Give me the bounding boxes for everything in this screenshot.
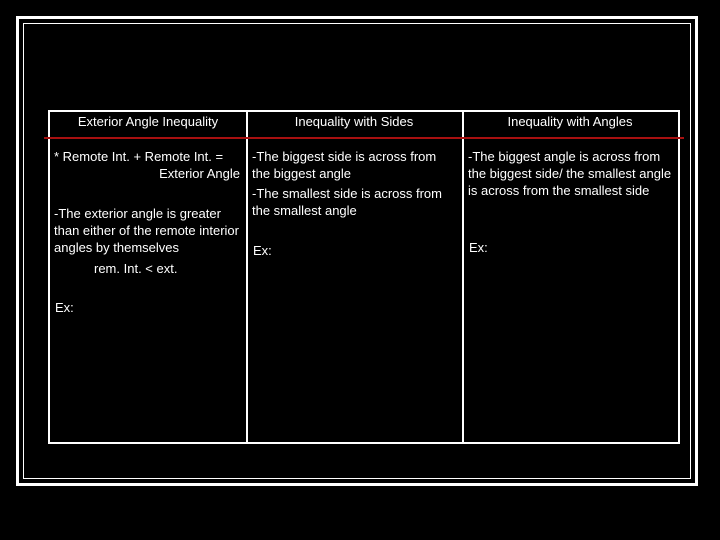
col2-example: Ex:: [253, 243, 272, 258]
header-inequality-with-sides: Inequality with Sides: [294, 114, 414, 129]
col3-line1: -The biggest angle is across from the biggest side/ the smallest angle is across from the smallest side: [468, 149, 672, 198]
header-underline: [44, 137, 684, 139]
col2-line2: -The smallest side is across from the smallest angle: [252, 186, 442, 218]
header-inequality-with-angles: Inequality with Angles: [507, 114, 633, 129]
column-divider-2: [462, 112, 464, 442]
column-divider-1: [246, 112, 248, 442]
col1-formula-line2: Exterior Angle: [159, 166, 240, 181]
col1-content: [54, 148, 240, 182]
col2-line1: -The biggest side is across from the biggest angle: [252, 149, 437, 181]
col1-formula-line1: * Remote Int. + Remote Int. =: [54, 149, 224, 164]
header-exterior-angle-inequality: Exterior Angle Inequality: [77, 114, 219, 129]
col3-example: Ex:: [469, 240, 488, 255]
col1-statement: -The exterior angle is greater than either of the remote interior angles by themselves: [54, 206, 239, 255]
col1-example: Ex:: [55, 300, 74, 315]
col1-shorthand: rem. Int. < ext.: [94, 261, 178, 276]
